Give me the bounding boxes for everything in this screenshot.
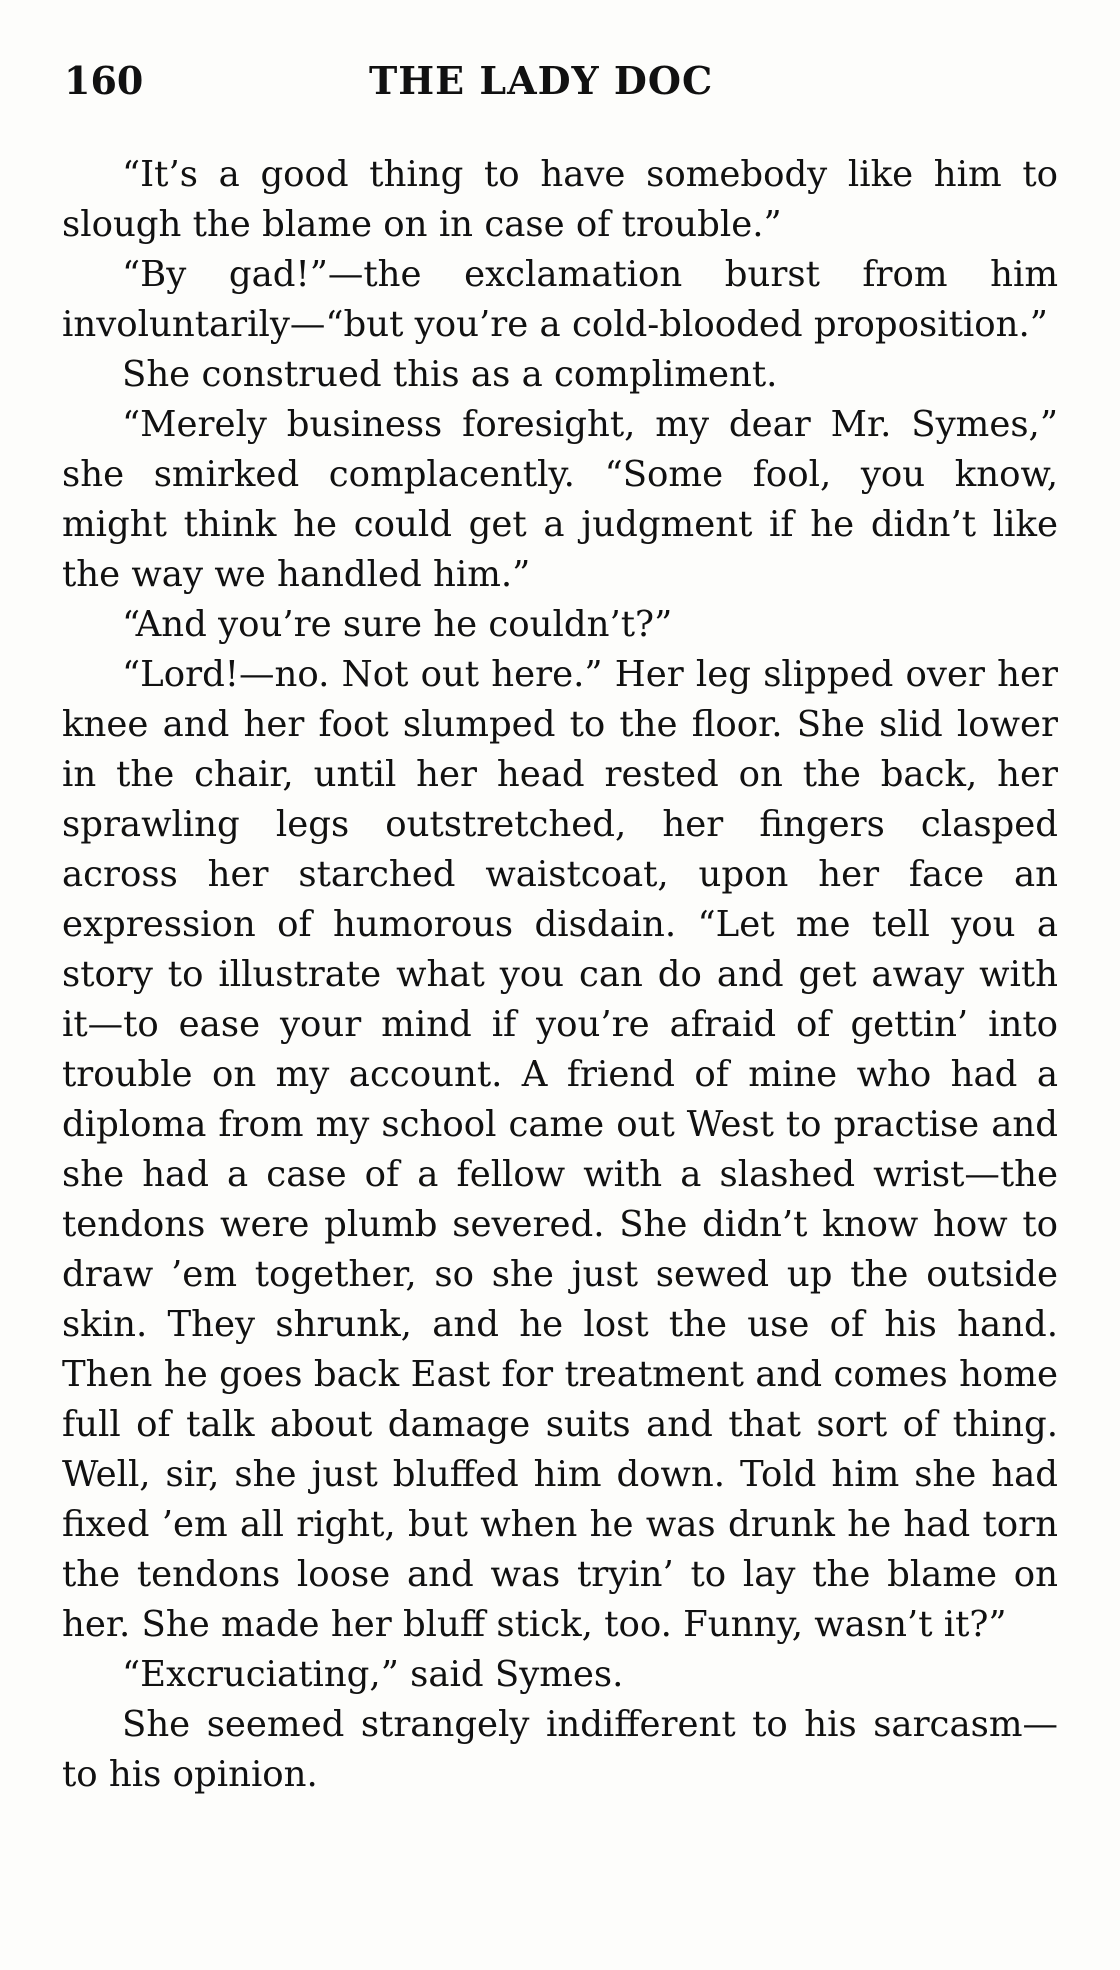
paragraph: She seemed strangely indifferent to his sarcasm—to his opinion. bbox=[62, 1704, 1058, 1795]
body-text bbox=[62, 150, 1058, 1800]
paragraph: “Lord!—no. Not out here.” Her leg slipped over her knee and her foot slumped to the floor. She slid lower in the chair, until her head rested on the back, her sprawling legs outstretched, her fingers clasped across her starched waistcoat, upon her face an expression of humorous disdain. “Let me tell you a story to illustrate what you can do and get away with it—to ease your mind if you’re afraid of gettin’ into trouble on my account. A friend of mine who had a diploma from my school came out West to practise and she had a case of a fellow with a slashed wrist—the tendons were plumb severed. She didn’t know how to draw ’em together, so she just sewed up the outside skin. They shrunk, and he lost the use of his hand. Then he goes back East for treatment and comes home full of talk about damage suits and that sort of thing. Well, sir, she just bluffed him down. Told him she had fixed ’em all right, but when he was drunk he had torn the tendons loose and was tryin’ to lay the blame on her. She made her bluff stick, too. Funny, wasn’t it?” bbox=[62, 654, 1058, 1645]
paragraph: “By gad!”—the exclamation burst from him involuntarily—“but you’re a cold-blooded proposition.” bbox=[62, 254, 1058, 345]
paragraph: “Merely business foresight, my dear Mr. Symes,” she smirked complacently. “Some fool, you know, might think he could get a judgment if he didn’t like the way we handled him.” bbox=[62, 404, 1058, 595]
paragraph: “And you’re sure he couldn’t?” bbox=[122, 604, 673, 645]
paragraph: “Excruciating,” said Symes. bbox=[122, 1654, 624, 1695]
running-head bbox=[64, 58, 1064, 118]
running-title: THE LADY DOC bbox=[369, 58, 714, 103]
page-number: 160 bbox=[64, 58, 144, 103]
paragraph: She construed this as a compliment. bbox=[122, 354, 778, 395]
paragraph: “It’s a good thing to have somebody like him to slough the blame on in case of trouble.” bbox=[62, 154, 1058, 245]
